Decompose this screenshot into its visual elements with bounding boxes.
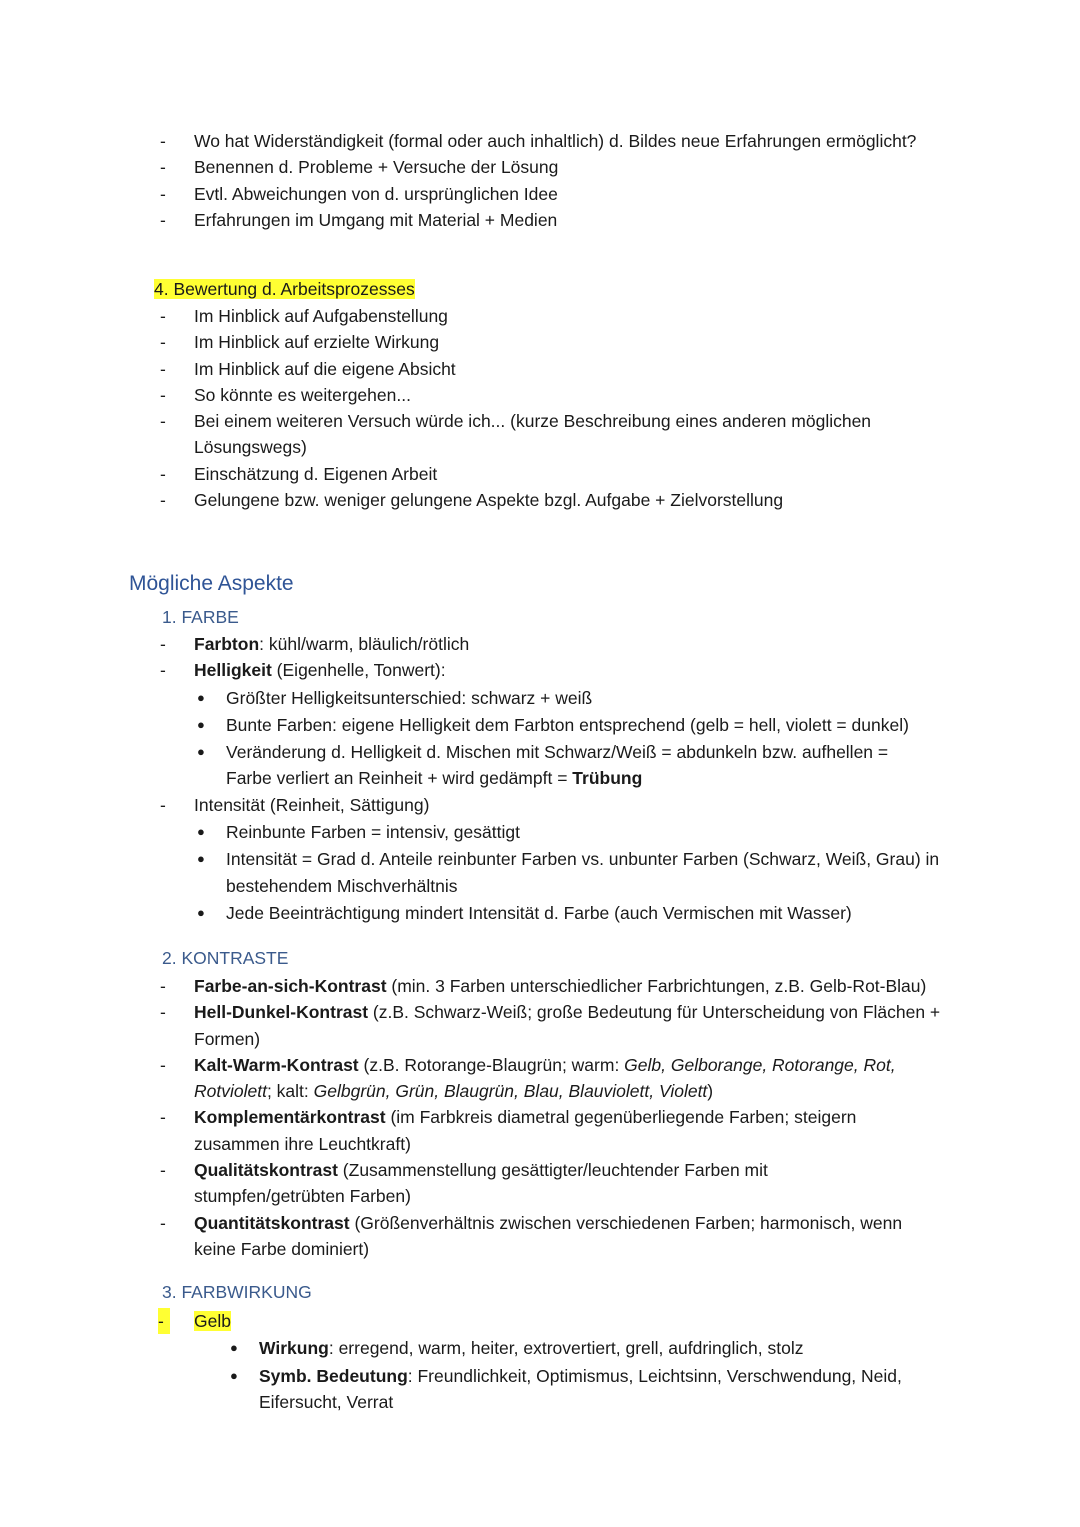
list-item: ● Reinbunte Farben = intensiv, gesättigt: [0, 819, 1080, 845]
kontraste-list: [0, 973, 1080, 1262]
list-item: - Im Hinblick auf Aufgabenstellung: [0, 303, 1080, 329]
dash-icon: -: [160, 1002, 166, 1023]
bullet-icon: ●: [230, 1340, 238, 1356]
dash-icon: -: [160, 976, 166, 996]
list-item: ● Symb. Bedeutung: Freundlichkeit, Optimismus, Leichtsinn, Verschwendung, Neid, Eifersucht, Verrat: [0, 1363, 1080, 1416]
bullet-icon: ●: [197, 824, 205, 840]
list-item: - Benennen d. Probleme + Versuche der Lösung: [0, 154, 1080, 180]
dash-icon: -: [160, 306, 166, 326]
bullet-icon: ●: [197, 716, 205, 732]
heading-farbwirkung: 3. FARBWIRKUNG: [162, 1282, 312, 1302]
list-item: - Quantitätskontrast (Größenverhältnis zwischen verschiedenen Farben; harmonisch, wenn keine Farbe dominiert): [0, 1210, 1080, 1263]
dash-icon: -: [160, 463, 166, 484]
list-item: - Farbe-an-sich-Kontrast (min. 3 Farben unterschiedlicher Farbrichtungen, z.B. Gelb-Rot-Blau): [0, 973, 1080, 999]
bewertung-list: [0, 303, 1080, 513]
heading-kontraste: 2. KONTRASTE: [162, 948, 289, 968]
list-item: - Bei einem weiteren Versuch würde ich... (kurze Beschreibung eines anderen möglichen Lösungswegs): [0, 408, 1080, 461]
dash-icon: -: [160, 411, 166, 432]
reflection-list: [0, 128, 1080, 233]
dash-icon: -: [160, 358, 166, 379]
list-item: - So könnte es weitergehen...: [0, 382, 1080, 408]
list-item: - Hell-Dunkel-Kontrast (z.B. Schwarz-Weiß; große Bedeutung für Unterscheidung von Flächen + Formen): [0, 999, 1080, 1052]
list-item: ● Jede Beeinträchtigung mindert Intensität d. Farbe (auch Vermischen mit Wasser): [0, 900, 1080, 926]
bullet-icon: ●: [197, 744, 205, 760]
list-item: - Gelungene bzw. weniger gelungene Aspekte bzgl. Aufgabe + Zielvorstellung: [0, 487, 1080, 513]
farbe-list: [0, 631, 1080, 926]
dash-icon: -: [160, 1212, 166, 1233]
dash-icon: -: [160, 490, 166, 511]
bullet-icon: ●: [197, 851, 205, 867]
list-item: ● Bunte Farben: eigene Helligkeit dem Farbton entsprechend (gelb = hell, violett = dunkel): [0, 712, 1080, 738]
list-item: - Im Hinblick auf erzielte Wirkung: [0, 329, 1080, 355]
bullet-icon: ●: [230, 1367, 238, 1383]
list-item: ● Veränderung d. Helligkeit d. Mischen mit Schwarz/Weiß = abdunkeln bzw. aufhellen = Farbe verliert an Reinheit + wird gedämpft = Trübung: [0, 739, 1080, 792]
list-item: - Im Hinblick auf die eigene Absicht: [0, 356, 1080, 382]
dash-icon: -: [160, 131, 166, 151]
dash-icon: -: [158, 1308, 170, 1334]
dash-icon: -: [160, 157, 166, 178]
dash-icon: -: [160, 1107, 166, 1128]
bullet-icon: ●: [197, 689, 205, 705]
bullet-icon: ●: [197, 904, 205, 920]
heading-moegliche-aspekte: Mögliche Aspekte: [129, 572, 294, 595]
dash-icon: -: [160, 384, 166, 405]
list-item: - Wo hat Widerständigkeit (formal oder auch inhaltlich) d. Bildes neue Erfahrungen ermöglicht?: [0, 128, 1080, 154]
list-item: - Gelb: [0, 1308, 1080, 1334]
dash-icon: -: [160, 332, 166, 353]
heading-farbe: 1. FARBE: [162, 607, 239, 627]
list-item: - Evtl. Abweichungen von d. ursprünglichen Idee: [0, 181, 1080, 207]
list-item: - Einschätzung d. Eigenen Arbeit: [0, 461, 1080, 487]
list-item: - Farbton: kühl/warm, bläulich/rötlich: [0, 631, 1080, 657]
farbwirkung-list: [0, 1308, 1080, 1415]
dash-icon: -: [160, 1054, 166, 1075]
list-item: - Komplementärkontrast (im Farbkreis diametral gegenüberliegende Farben; steigern zusammen ihre Leuchtkraft): [0, 1104, 1080, 1157]
list-item: - Qualitätskontrast (Zusammenstellung gesättigter/leuchtender Farben mit stumpfen/getrübten Farben): [0, 1157, 1080, 1210]
list-item: - Helligkeit (Eigenhelle, Tonwert):: [0, 657, 1080, 683]
dash-icon: -: [160, 660, 166, 681]
dash-icon: -: [160, 794, 166, 815]
dash-icon: -: [160, 1160, 166, 1181]
section-heading-bewertung: 4. Bewertung d. Arbeitsprozesses: [154, 279, 415, 299]
dash-icon: -: [160, 634, 166, 654]
dash-icon: -: [160, 183, 166, 204]
list-item: ● Intensität = Grad d. Anteile reinbunter Farben vs. unbunter Farben (Schwarz, Weiß, Grau) in bestehendem Mischverhältnis: [0, 846, 1080, 899]
dash-icon: -: [160, 209, 166, 230]
list-item: ● Wirkung: erregend, warm, heiter, extrovertiert, grell, aufdringlich, stolz: [0, 1335, 1080, 1361]
list-item: - Kalt-Warm-Kontrast (z.B. Rotorange-Blaugrün; warm: Gelb, Gelborange, Rotorange, Rot, Rotviolett; kalt: Gelbgrün, Grün, Blaugrün, Blau, Blauviolett, Violett): [0, 1052, 1080, 1105]
list-item: - Intensität (Reinheit, Sättigung): [0, 792, 1080, 818]
list-item: ● Größter Helligkeitsunterschied: schwarz + weiß: [0, 685, 1080, 711]
list-item: - Erfahrungen im Umgang mit Material + Medien: [0, 207, 1080, 233]
